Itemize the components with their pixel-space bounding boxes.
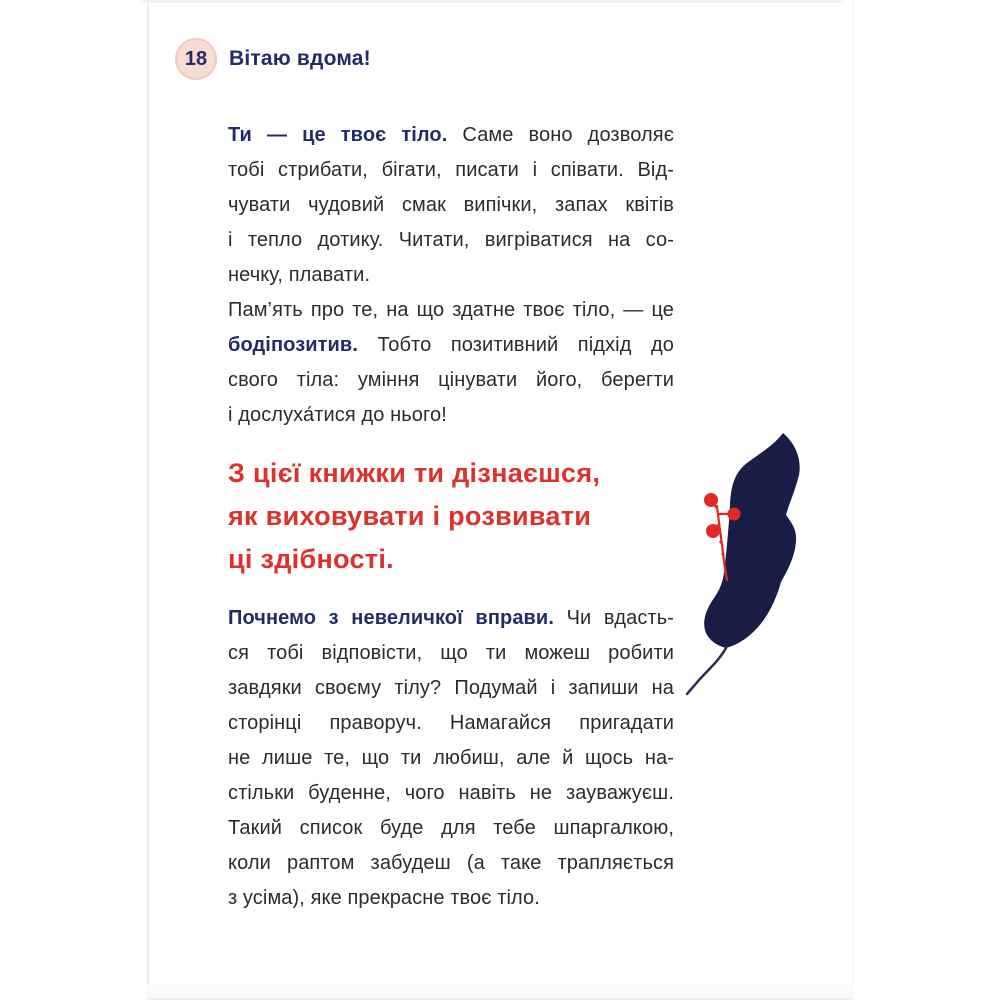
red-heading-line: як виховувати і розвивати <box>228 501 592 531</box>
text-line <box>228 153 674 188</box>
body-text: Такий список буде для тебе шпаргалкою, <box>228 817 674 839</box>
leaf-shape <box>704 433 800 648</box>
berry-icon <box>706 524 720 538</box>
body-text: Чи вдасть- <box>554 607 674 629</box>
text-line <box>228 776 674 811</box>
text-line <box>228 258 674 293</box>
text-line <box>228 671 674 706</box>
bold-lead-text: Ти — це твоє тіло. <box>228 124 448 146</box>
text-line <box>228 223 674 258</box>
chapter-header-title: Вітаю вдома! <box>229 47 371 70</box>
body-text: стільки буденне, чого навіть не зауважуєш. <box>228 782 674 804</box>
body-text: не лише те, що ти любиш, але й щось на- <box>228 747 674 769</box>
leaf-stem <box>687 648 726 694</box>
bold-lead-text: бодіпозитив. <box>228 334 358 356</box>
berry-bud <box>719 540 722 543</box>
red-callout-heading <box>228 452 674 581</box>
red-heading-line: З цієї книжки ти дізнаєшся, <box>228 458 601 488</box>
body-text: з усіма), яке прекрасне твоє тіло. <box>228 887 540 909</box>
body-text: нечку, плавати. <box>228 264 371 286</box>
body-text: завдяки своєму тілу? Подумай і запиши на <box>228 677 674 699</box>
text-line <box>228 846 674 881</box>
body-text: сторінці праворуч. Намагайся пригадати <box>228 712 674 734</box>
page-number: 18 <box>184 47 208 70</box>
text-line <box>228 118 674 153</box>
berry-icon <box>728 508 741 521</box>
body-text: Саме воно дозволяє <box>447 124 674 146</box>
text-line <box>228 328 674 363</box>
body-text: чувати чудовий смак випічки, запах квітів <box>228 194 674 216</box>
body-text: Тобто позитивний підхід до <box>357 334 674 356</box>
text-line <box>228 293 674 328</box>
text-line <box>228 741 674 776</box>
body-text: ся тобі відповісти, що ти можеш робити <box>228 642 674 664</box>
text-line <box>228 636 674 671</box>
paragraph-body <box>228 601 674 916</box>
body-text: і дослуха́тися до нього! <box>228 404 447 426</box>
berry-icon <box>704 493 718 507</box>
red-heading-line: ці здібності. <box>228 544 394 574</box>
page-right-edge <box>852 0 853 1000</box>
text-line <box>228 363 674 398</box>
text-line <box>228 881 674 916</box>
body-text: Пам’ять про те, на що здатне твоє тіло, — це <box>228 299 674 321</box>
leaf-berries-illustration <box>683 430 815 700</box>
text-line <box>228 601 674 636</box>
bold-lead-text: Почнемо з невеличкої вправи. <box>228 607 554 629</box>
page-bottom-edge <box>147 985 853 1000</box>
page-top-edge <box>140 0 843 3</box>
page-left-edge <box>147 0 149 1000</box>
body-text: коли раптом забудеш (а таке трапляється <box>228 852 674 874</box>
body-text: тобі стрибати, бігати, писати і співати. Від- <box>228 159 674 181</box>
text-line <box>228 398 674 433</box>
body-text: і тепло дотику. Читати, вигріватися на со- <box>228 229 674 251</box>
berry-bud <box>721 552 724 555</box>
body-text: свого тіла: уміння цінувати його, берегти <box>228 369 674 391</box>
paragraph-body <box>228 293 674 433</box>
text-line <box>228 188 674 223</box>
text-line <box>228 706 674 741</box>
page-number-badge <box>175 38 217 80</box>
text-line <box>228 811 674 846</box>
paragraph-body <box>228 118 674 293</box>
